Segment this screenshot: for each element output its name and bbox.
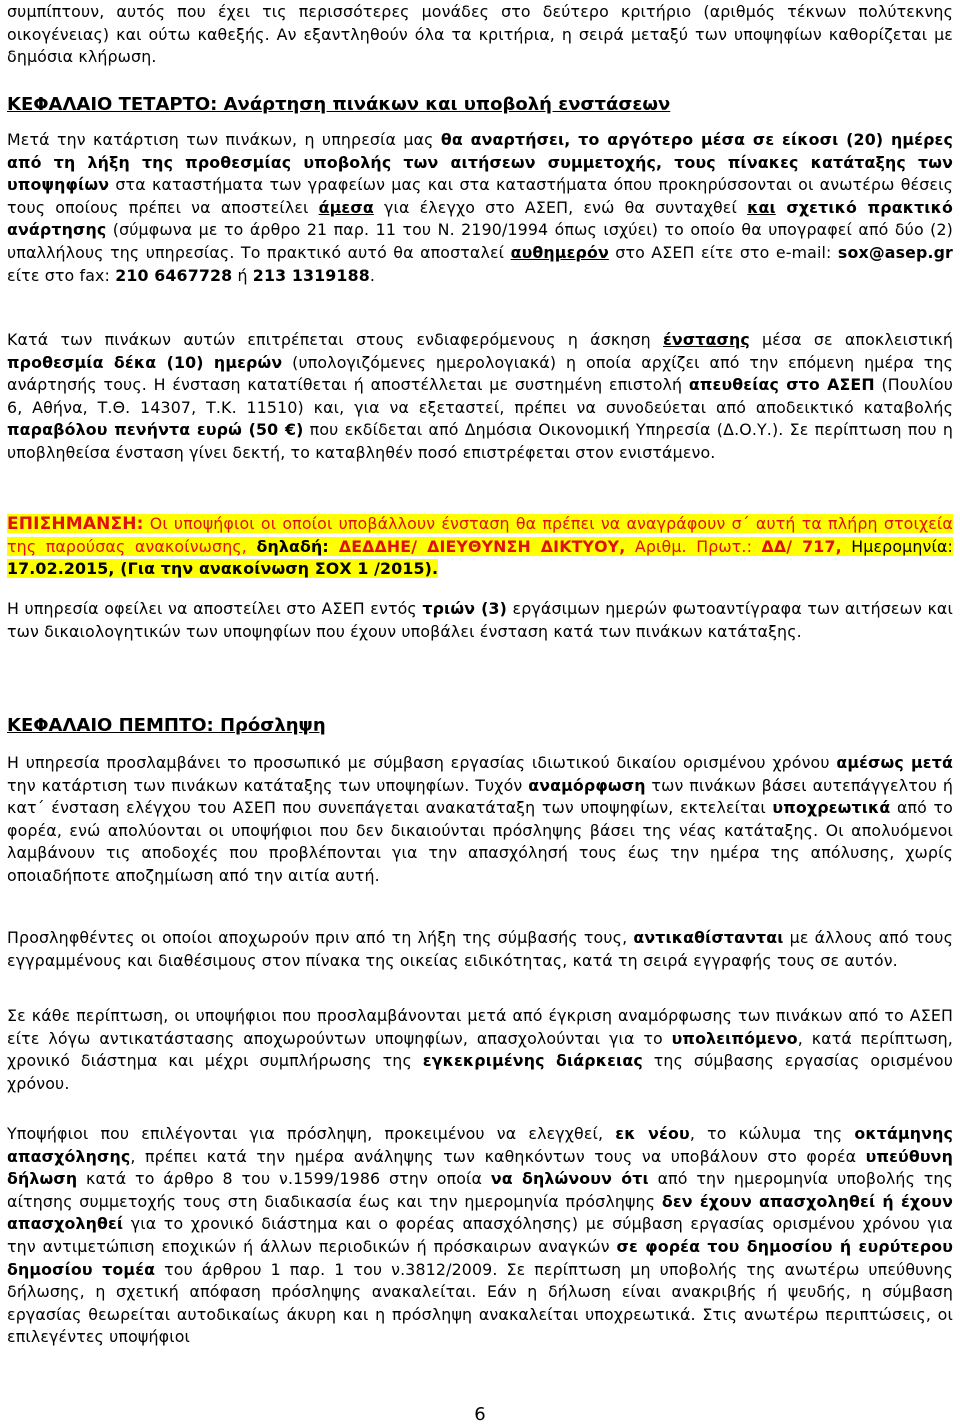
chapter5-paragraph-3: Σε κάθε περίπτωση, οι υποψήφιοι που προσλαμβάνονται μετά από έγκριση αναμόρφωσης των πινάκων από το ΑΣΕΠ είτε λόγω αντικατάστασης αποχωρούντων υποψηφίων, απασχολούνται για το υπολειπόμενο, κατά περίπτωση, χρονικό διάστημα και μέχρι συμπλήρωσης της εγκεκριμένης διάρκειας της σύμβασης εργασίας ορισμένου χρόνου. <box>7 1006 953 1093</box>
chapter5-paragraph-1: Η υπηρεσία προσλαμβάνει το προσωπικό με σύμβαση εργασίας ιδιωτικού δικαίου ορισμένου χρόνου αμέσως μετά την κατάρτιση των πινάκων κατάταξης των υποψηφίων. Τυχόν αναμόρφωση των πινάκων βάσει αυτεπάγγελτου ή κατ΄ ένσταση ελέγχου του ΑΣΕΠ που συνεπάγεται ανακατάταξη των υποψηφίων, εκτελείται υποχρεωτικά από το φορέα, ενώ απολύονται οι υποψήφιοι που δεν δικαιούνται πρόσληψης βάσει της νέας κατάταξης. Οι απολυόμενοι λαμβάνουν τις αποδοχές που προβλέπονται για την απασχόλησή τους έως την ημέρα της απόλυσης, χωρίς οποιαδήποτε αποζημίωση από την αιτία αυτή. <box>7 753 953 885</box>
chapter5-paragraph-2: Προσληφθέντες οι οποίοι αποχωρούν πριν από τη λήξη της σύμβασής τους, αντικαθίστανται με άλλους από τους εγγραμμένους και διαθέσιμους στον πίνακα της οικείας ειδικότητας, κατά τη σειρά εγγραφής τους σε αυτόν. <box>7 928 953 970</box>
notice-paragraph: ΕΠΙΣΗΜΑΝΣΗ: Οι υποψήφιοι οι οποίοι υποβάλλουν ένσταση θα πρέπει να αναγράφουν σ΄ αυτή τα πλήρη στοιχεία της παρούσας ανακοίνωσης, δηλαδή: ΔΕΔΔΗΕ/ ΔΙΕΥΘΥΝΣΗ ΔΙΚΤΥΟΥ, Αριθμ. Πρωτ.: ΔΔ/ 717, Ημερομηνία: 17.02.2015, (Για την ανακοίνωση ΣΟΧ 1 /2015). <box>7 514 953 579</box>
email-address: sox@asep.gr <box>837 242 953 262</box>
page-number: 6 <box>474 1404 486 1425</box>
fax-number-1: 210 6467728 <box>115 265 233 285</box>
chapter4-paragraph-1: Μετά την κατάρτιση των πινάκων, η υπηρεσία μας θα αναρτήσει, το αργότερο μέσα σε είκοσι (20) ημέρες από τη λήξη της προθεσμίας υποβολής των αιτήσεων συμμετοχής, τους πίνακες κατάταξης των υποψηφίων στα καταστήματα των γραφείων μας και στα καταστήματα όπου προκηρύσσονται οι ανωτέρω θέσεις τους οποίους πρέπει να αποστείλει άμεσα για έλεγχο στο ΑΣΕΠ, ενώ θα συνταχθεί και σχετικό πρακτικό ανάρτησης (σύμφωνα με το άρθρο 21 παρ. 11 του Ν. 2190/1994 όπως ισχύει) το οποίο θα υπογραφεί από δύο (2) υπαλλήλους της υπηρεσίας. Το πρακτικό αυτό θα αποσταλεί αυθημερόν στο ΑΣΕΠ είτε στο e-mail: sox@asep.gr είτε στο fax: 210 6467728 ή 213 1319188. <box>7 130 953 285</box>
chapter5-heading: ΚΕΦΑΛΑΙΟ ΠΕΜΠΤΟ: Πρόσληψη <box>7 715 326 736</box>
chapter5-paragraph-4: Υποψήφιοι που επιλέγονται για πρόσληψη, προκειμένου να ελεγχθεί, εκ νέου, το κώλυμα της οκτάμηνης απασχόλησης, πρέπει κατά την ημέρα ανάληψης των καθηκόντων τους να υποβάλουν στο φορέα υπεύθυνη δήλωση κατά το άρθρο 8 του ν.1599/1986 στην οποία να δηλώνουν ότι από την ημερομηνία υποβολής της αίτησης συμμετοχής τους στη διαδικασία έως και την ημερομηνία πρόσληψης δεν έχουν απασχοληθεί ή έχουν απασχοληθεί για το χρονικό διάστημα και ο φορέας απασχόλησης) με σύμβαση εργασίας ορισμένου χρόνου για την αντιμετώπιση εποχικών ή άλλων περιοδικών ή πρόσκαιρων αναγκών σε φορέα του δημοσίου ή ευρύτερου δημοσίου τομέα του άρθρου 1 παρ. 1 του ν.3812/2009. Σε περίπτωση μη υποβολής της ανωτέρω υπεύθυνης δήλωσης, η σχετική απόφαση πρόσληψης ανακαλείται. Εάν η δήλωση είναι ανακριβής ή ψευδής, η σύμβαση εργασίας θεωρείται αυτοδικαίως άκυρη και η πρόσληψη ανακαλείται υποχρεωτικά. Στις ανωτέρω περιπτώσεις, οι επιλεγέντες υποψήφιοι <box>7 1124 954 1347</box>
notice-label: ΕΠΙΣΗΜΑΝΣΗ: <box>7 514 144 534</box>
chapter4-paragraph-2: Κατά των πινάκων αυτών επιτρέπεται στους ενδιαφερόμενους η άσκηση ένστασης μέσα σε αποκλειστική προθεσμία δέκα (10) ημερών (υπολογιζόμενες ημερολογιακά) η οποία αρχίζει από την επόμενη ημέρα της ανάρτησής τους. Η ένσταση κατατίθεται ή αποστέλλεται με συστημένη επιστολή απευθείας στο ΑΣΕΠ (Πουλίου 6, Αθήνα, Τ.Θ. 14307, Τ.Κ. 11510) και, για να εξεταστεί, πρέπει να συνοδεύεται από αποδεικτικό καταβολής παραβόλου πενήντα ευρώ (50 €) που εκδίδεται από Δημόσια Οικονομική Υπηρεσία (Δ.Ο.Υ.). Σε περίπτωση που η υποβληθείσα ένσταση γίνει δεκτή, το καταβληθέν ποσό επιστρέφεται στον ενιστάμενο. <box>7 330 953 462</box>
fax-number-2: 213 1319188 <box>252 265 370 285</box>
chapter4-paragraph-3: Η υπηρεσία οφείλει να αποστείλει στο ΑΣΕΠ εντός τριών (3) εργάσιμων ημερών φωτοαντίγραφα των αιτήσεων και των δικαιολογητικών των υποψηφίων που έχουν υποβάλει ένσταση κατά των πινάκων κατάταξης. <box>7 599 953 641</box>
intro-paragraph: συμπίπτουν, αυτός που έχει τις περισσότερες μονάδες στο δεύτερο κριτήριο (αριθμός τέκνων πολύτεκνης οικογένειας) και ούτω καθεξής. Αν εξαντληθούν όλα τα κριτήρια, η σειρά μεταξύ των υποψηφίων καθορίζεται με δημόσια κλήρωση. <box>7 2 953 67</box>
chapter4-heading: ΚΕΦΑΛΑΙΟ ΤΕΤΑΡΤΟ: Ανάρτηση πινάκων και υποβολή ενστάσεων <box>7 94 671 115</box>
